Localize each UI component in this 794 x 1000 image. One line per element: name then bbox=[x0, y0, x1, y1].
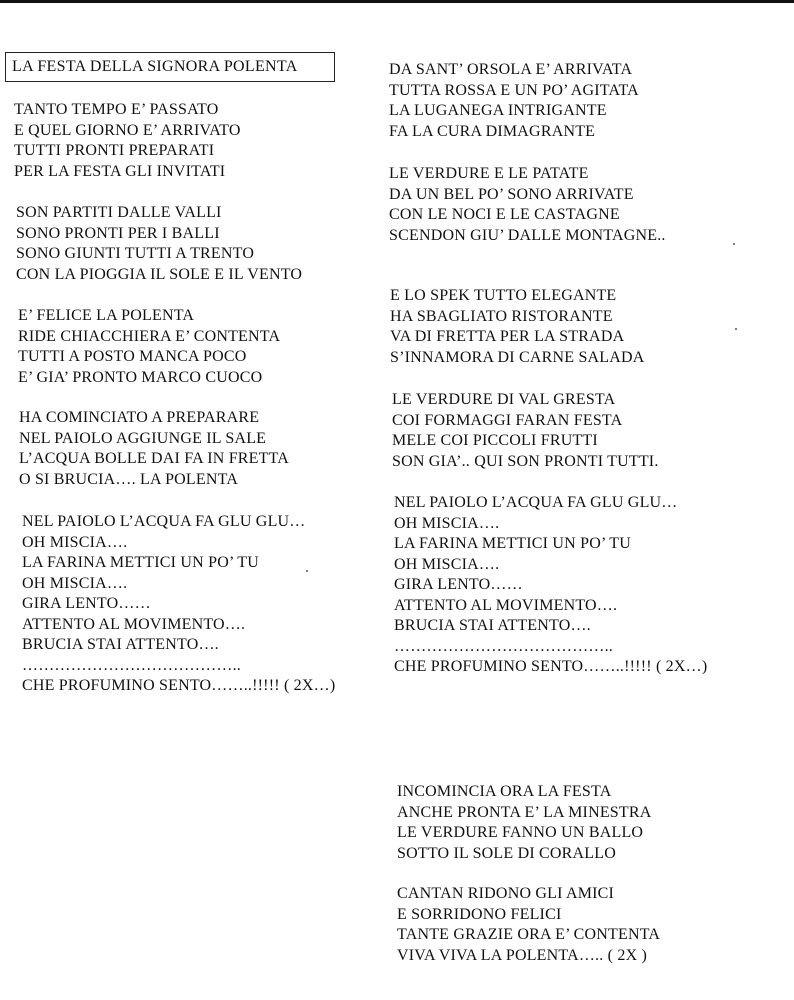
left-stanza-3 bbox=[18, 306, 280, 388]
lyric-line: FA LA CURA DIMAGRANTE bbox=[389, 122, 596, 140]
left-chorus bbox=[22, 512, 335, 697]
right-stanza-2 bbox=[389, 164, 666, 246]
lyric-line: VA DI FRETTA PER LA STRADA bbox=[390, 328, 625, 345]
lyric-line: SON PARTITI DALLE VALLI bbox=[16, 204, 222, 221]
right-stanza-1 bbox=[389, 60, 639, 142]
lyric-line: OH MISCIA…. bbox=[22, 533, 128, 551]
lyric-line: SONO PRONTI PER I BALLI bbox=[16, 224, 220, 242]
lyric-line: E SORRIDONO FELICI bbox=[397, 905, 562, 923]
lyric-line: COI FORMAGGI FARAN FESTA bbox=[392, 411, 623, 429]
lyric-line: NEL PAIOLO L’ACQUA FA GLU GLU… bbox=[22, 513, 306, 530]
lyric-line: NEL PAIOLO AGGIUNGE IL SALE bbox=[19, 429, 267, 447]
lyric-line: OH MISCIA…. bbox=[22, 574, 128, 592]
lyric-line: ANCHE PRONTA E’ LA MINESTRA bbox=[397, 803, 652, 821]
lyric-line: CANTAN RIDONO GLI AMICI bbox=[397, 885, 615, 902]
lyric-line: CHE PROFUMINO SENTO……..!!!!! ( 2X…) bbox=[394, 658, 708, 675]
lyric-line: HA SBAGLIATO RISTORANTE bbox=[390, 307, 613, 325]
page-title: LA FESTA DELLA SIGNORA POLENTA bbox=[5, 52, 335, 82]
lyric-line: GIRA LENTO…… bbox=[22, 595, 151, 612]
scan-speck bbox=[735, 328, 737, 330]
lyric-line: S’INNAMORA DI CARNE SALADA bbox=[390, 348, 645, 366]
lyric-line: SCENDON GIU’ DALLE MONTAGNE.. bbox=[389, 226, 666, 244]
lyric-line: DA SANT’ ORSOLA E’ ARRIVATA bbox=[389, 61, 633, 78]
lyric-line: E’ FELICE LA POLENTA bbox=[18, 307, 195, 324]
lyric-line: TUTTI A POSTO MANCA POCO bbox=[18, 348, 247, 365]
lyric-line: OH MISCIA…. bbox=[394, 555, 500, 573]
lyric-line: VIVA VIVA LA POLENTA….. ( 2X ) bbox=[397, 946, 648, 964]
lyric-line: ………………………………….. bbox=[394, 637, 613, 655]
right-stanza-3 bbox=[390, 286, 645, 368]
lyric-line: TANTO TEMPO E’ PASSATO bbox=[14, 101, 219, 118]
lyric-line: TUTTA ROSSA E UN PO’ AGITATA bbox=[389, 81, 639, 99]
lyric-line: LA FARINA METTICI UN PO’ TU bbox=[22, 554, 259, 571]
lyric-line: NEL PAIOLO L’ACQUA FA GLU GLU… bbox=[394, 494, 678, 511]
lyric-line: E’ GIA’ PRONTO MARCO CUOCO bbox=[18, 368, 263, 386]
left-stanza-1 bbox=[14, 100, 241, 182]
top-border-line bbox=[0, 0, 794, 3]
lyric-line: L’ACQUA BOLLE DAI FA IN FRETTA bbox=[19, 450, 290, 467]
lyric-line: LE VERDURE E LE PATATE bbox=[389, 165, 589, 182]
lyric-line: CON LA PIOGGIA IL SOLE E IL VENTO bbox=[16, 265, 303, 283]
lyric-line: E LO SPEK TUTTO ELEGANTE bbox=[390, 287, 617, 304]
lyric-line: RIDE CHIACCHIERA E’ CONTENTA bbox=[18, 327, 281, 345]
lyric-line: ………………………………….. bbox=[22, 656, 241, 674]
lyric-line: LA LUGANEGA INTRIGANTE bbox=[389, 102, 607, 119]
lyric-line: CON LE NOCI E LE CASTAGNE bbox=[389, 206, 620, 223]
left-stanza-2 bbox=[16, 203, 302, 285]
left-stanza-4 bbox=[19, 408, 289, 490]
lyric-line: DA UN BEL PO’ SONO ARRIVATE bbox=[389, 185, 634, 203]
lyric-line: TUTTI PRONTI PREPARATI bbox=[14, 142, 215, 159]
lyric-line: GIRA LENTO…… bbox=[394, 576, 523, 593]
lyric-line: BRUCIA STAI ATTENTO…. bbox=[394, 617, 591, 634]
lyric-line: MELE COI PICCOLI FRUTTI bbox=[392, 432, 598, 449]
lyric-line: LE VERDURE FANNO UN BALLO bbox=[397, 824, 644, 841]
right-stanza-4 bbox=[392, 390, 659, 472]
lyric-line: CHE PROFUMINO SENTO……..!!!!! ( 2X…) bbox=[22, 677, 336, 694]
lyric-line: HA COMINCIATO A PREPARARE bbox=[19, 409, 260, 426]
lyric-line: SOTTO IL SOLE DI CORALLO bbox=[397, 844, 617, 862]
right-stanza-5 bbox=[397, 782, 652, 864]
right-stanza-6 bbox=[397, 884, 660, 966]
lyric-line: O SI BRUCIA…. LA POLENTA bbox=[19, 470, 239, 488]
scan-speck bbox=[306, 570, 308, 572]
lyric-line: ATTENTO AL MOVIMENTO…. bbox=[22, 615, 246, 633]
lyric-line: SONO GIUNTI TUTTI A TRENTO bbox=[16, 245, 255, 262]
lyric-line: TANTE GRAZIE ORA E’ CONTENTA bbox=[397, 926, 661, 943]
lyric-line: INCOMINCIA ORA LA FESTA bbox=[397, 783, 612, 800]
lyric-line: PER LA FESTA GLI INVITATI bbox=[14, 162, 226, 180]
lyric-line: BRUCIA STAI ATTENTO…. bbox=[22, 636, 219, 653]
lyric-line: OH MISCIA…. bbox=[394, 514, 500, 532]
scan-speck bbox=[733, 243, 735, 245]
lyric-line: ATTENTO AL MOVIMENTO…. bbox=[394, 596, 618, 614]
lyric-line: SON GIA’.. QUI SON PRONTI TUTTI. bbox=[392, 452, 659, 470]
lyric-line: LA FARINA METTICI UN PO’ TU bbox=[394, 535, 631, 552]
lyric-line: E QUEL GIORNO E’ ARRIVATO bbox=[14, 121, 241, 139]
lyric-line: LE VERDURE DI VAL GRESTA bbox=[392, 391, 616, 408]
right-chorus bbox=[394, 493, 707, 678]
